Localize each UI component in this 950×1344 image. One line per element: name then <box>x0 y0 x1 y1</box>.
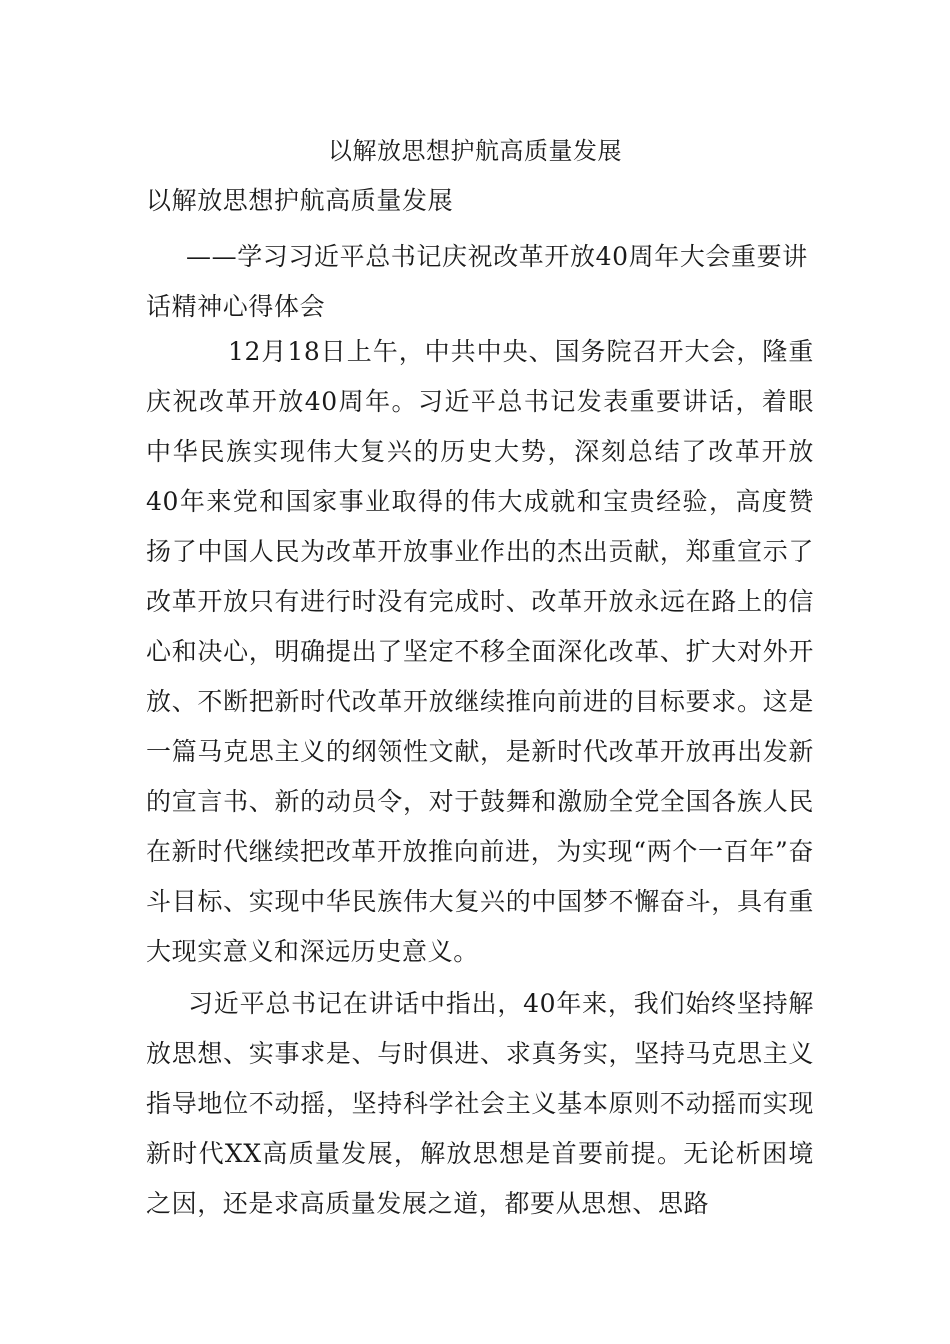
paragraph: 习近平总书记在讲话中指出，40年来，我们始终坚持解放思想、实事求是、与时俱进、求真务实，坚持马克思主义指导地位不动摇，坚持科学社会主义基本原则不动摇而实现新时代XX高质量发展，解放思想是首要前提。无论析困境之因，还是求高质量发展之道，都要从思想、思路 <box>146 989 814 1218</box>
article-heading: 以解放思想护航高质量发展 <box>146 186 454 215</box>
paragraph: 12月18日上午，中共中央、国务院召开大会，隆重庆祝改革开放40周年。习近平总书记发表重要讲话，着眼中华民族实现伟大复兴的历史大势，深刻总结了改革开放40年来党和国家事业取得的伟大成就和宝贵经验，高度赞扬了中国人民为改革开放事业作出的杰出贡献，郑重宣示了改革开放只有进行时没有完成时、改革开放永远在路上的信心和决心，明确提出了坚定不移全面深化改革、扩大对外开放、不断把新时代改革开放继续推向前进的目标要求。这是一篇马克思主义的纲领性文献，是新时代改革开放再出发新的宣言书、新的动员令，对于鼓舞和激励全党全国各族人民在新时代继续把改革开放推向前进，为实现“两个一百年”奋斗目标、实现中华民族伟大复兴的中国梦不懈奋斗，具有重大现实意义和深远历史意义。 <box>146 337 814 966</box>
article-subtitle: ——学习习近平总书记庆祝改革开放40周年大会重要讲话精神心得体会 <box>146 242 808 321</box>
document-title: 以解放思想护航高质量发展 <box>328 137 622 165</box>
